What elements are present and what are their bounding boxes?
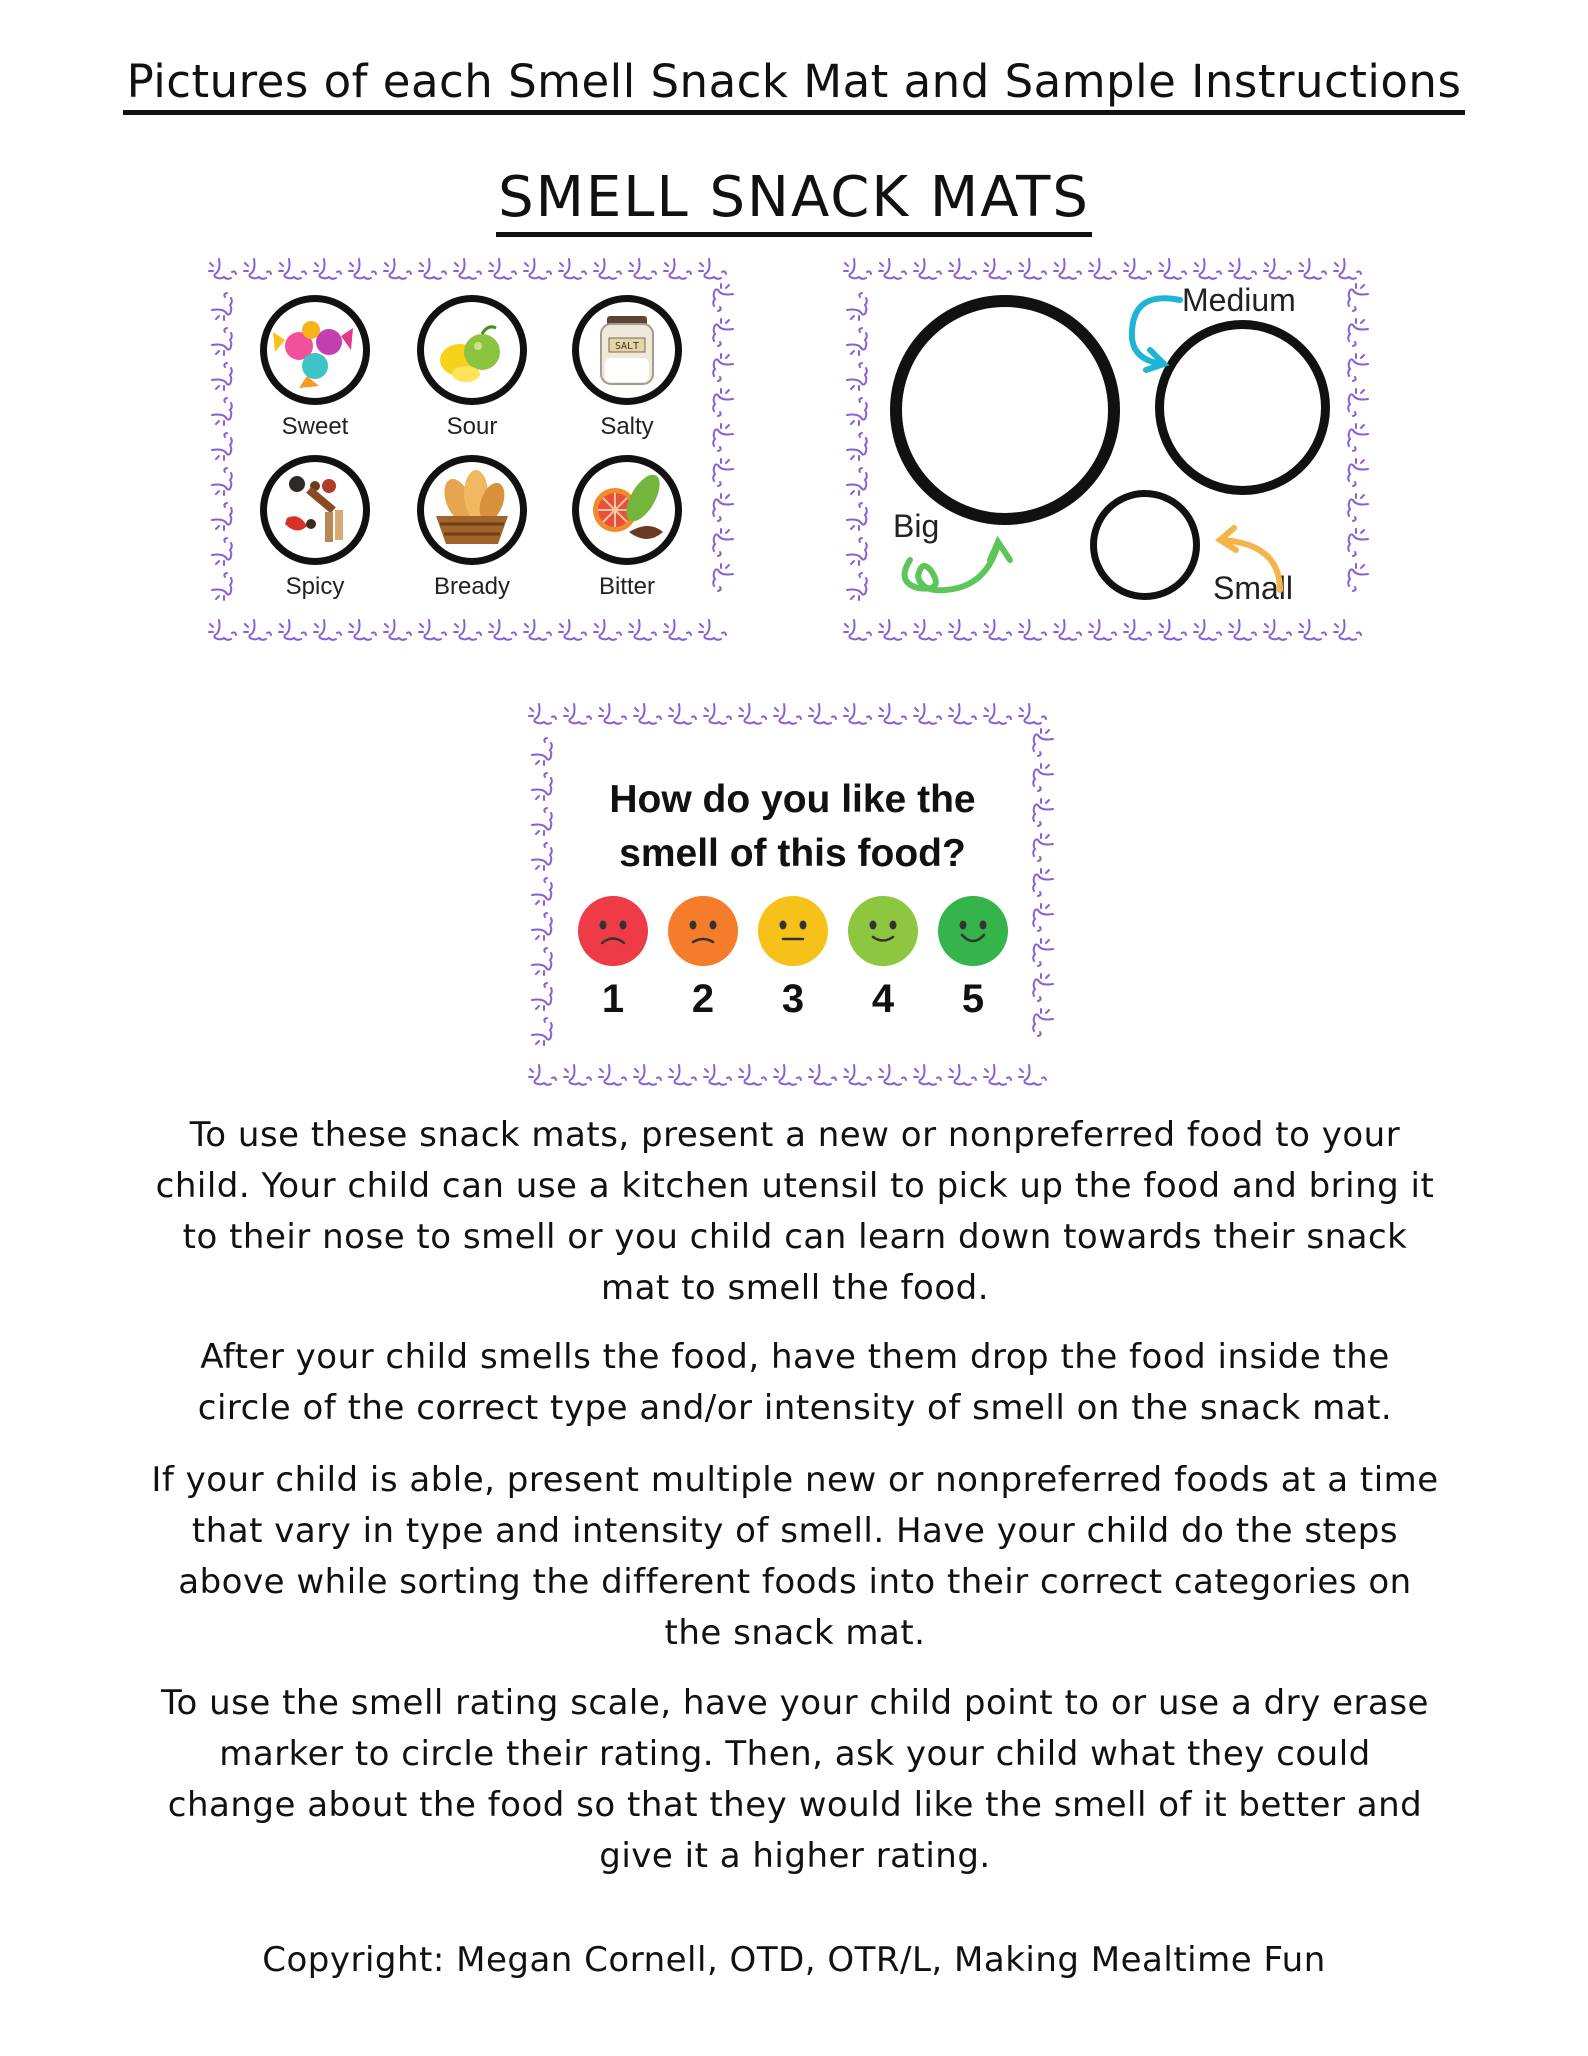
bready-label: Bready [433, 573, 511, 600]
nose-icon [212, 293, 232, 320]
nose-icon [713, 459, 733, 486]
instructions-paragraph-2: After your child smells the food, have them drop the food inside the circle of the correct type and/or intensity of smell on the snack mat. [197, 1337, 1393, 1428]
nose-icon [844, 1065, 871, 1085]
nose-icon [244, 620, 271, 640]
nose-icon [713, 319, 733, 346]
nose-icon [713, 389, 733, 416]
sweet-circle [260, 295, 370, 405]
nose-icon [209, 259, 236, 279]
big-arrow-icon [905, 544, 998, 590]
nose-icon [279, 259, 306, 279]
nose-icon [212, 468, 232, 495]
nose-icon [699, 620, 726, 640]
nose-icon [532, 983, 552, 1010]
nose-icon [532, 878, 552, 905]
rating-number-3: 3 [781, 977, 805, 1021]
nose-icon [599, 1065, 626, 1085]
svg-text:SALT: SALT [614, 341, 640, 352]
nose-icon [532, 913, 552, 940]
spices-icon [267, 462, 363, 558]
nose-icon [529, 704, 556, 724]
rating-number-1: 1 [601, 977, 625, 1021]
spicy-circle [260, 455, 370, 565]
nose-icon [349, 620, 376, 640]
nose-icon [1033, 1009, 1053, 1036]
nose-icon [532, 738, 552, 765]
nose-icon [212, 363, 232, 390]
nose-icon [279, 620, 306, 640]
nose-icon [879, 704, 906, 724]
nose-icon [489, 259, 516, 279]
salty-label: Salty [600, 413, 654, 440]
nose-icon [713, 529, 733, 556]
nose-icon [454, 259, 481, 279]
nose-icon [212, 398, 232, 425]
big-arrow-head-icon [990, 542, 1010, 560]
nose-icon [704, 704, 731, 724]
nose-icon [713, 354, 733, 381]
nose-icon [634, 704, 661, 724]
nose-icon [384, 620, 411, 640]
nose-icon [634, 1065, 661, 1085]
rating-question [525, 773, 1060, 881]
section-title [0, 165, 1588, 230]
nose-icon [809, 704, 836, 724]
nose-icon [564, 1065, 591, 1085]
nose-icon [594, 620, 621, 640]
medium-label: Medium [1182, 282, 1296, 318]
nose-icon [1033, 939, 1053, 966]
nose-icon [844, 704, 871, 724]
nose-icon [629, 620, 656, 640]
rating-question-line1: How do you like the [609, 778, 976, 821]
nose-icon [669, 704, 696, 724]
salt-jar-icon [579, 302, 675, 398]
nose-icon [984, 704, 1011, 724]
nose-icon [739, 704, 766, 724]
lemon-lime-icon [424, 302, 520, 398]
nose-icon [774, 704, 801, 724]
nose-icon [739, 1065, 766, 1085]
salty-circle [572, 295, 682, 405]
face-frown-icon[interactable] [667, 895, 739, 967]
nose-icon [713, 564, 733, 591]
nose-icon [699, 259, 726, 279]
page-title [0, 55, 1588, 108]
intensity-snack-mat [840, 250, 1375, 645]
nose-icon [524, 620, 551, 640]
instructions-paragraph-4: To use the smell rating scale, have your child point to or use a dry erase marker to circle their rating. Then, ask your child what they could change about the food so that they would like the smell of it better and give it a higher rating. [161, 1683, 1429, 1876]
nose-icon [212, 538, 232, 565]
nose-icon [212, 573, 232, 600]
rating-number-4: 4 [871, 977, 895, 1021]
grapefruit-bitter-melon-icon [579, 462, 675, 558]
rating-number-2: 2 [691, 977, 715, 1021]
nose-icon [664, 259, 691, 279]
nose-icon [212, 503, 232, 530]
sour-circle [417, 295, 527, 405]
rating-snack-mat [525, 695, 1060, 1090]
nose-icon [1033, 974, 1053, 1001]
nose-pattern-border [525, 695, 1060, 1090]
nose-icon [949, 704, 976, 724]
nose-icon [1019, 1065, 1046, 1085]
rating-question-line2: smell of this food? [619, 832, 966, 875]
nose-icon [559, 620, 586, 640]
nose-icon [713, 284, 733, 311]
nose-icon [774, 1065, 801, 1085]
spicy-label: Spicy [285, 573, 345, 600]
nose-icon [454, 620, 481, 640]
instructions-paragraph-3: If your child is able, present multiple new or nonpreferred foods at a time that vary in type and intensity of smell. Have your child do the steps above while sorting the different foods into their correct categories on the snack mat. [151, 1460, 1439, 1653]
nose-icon [564, 704, 591, 724]
face-neutral-icon[interactable] [757, 895, 829, 967]
nose-icon [1033, 904, 1053, 931]
page-title-text: Pictures of each Smell Snack Mat and Sample Instructions [123, 55, 1466, 115]
nose-icon [212, 433, 232, 460]
type-snack-mat [205, 250, 740, 645]
nose-icon [669, 1065, 696, 1085]
nose-icon [314, 259, 341, 279]
sour-label: Sour [446, 413, 498, 440]
face-sad-icon[interactable] [577, 895, 649, 967]
nose-icon [914, 704, 941, 724]
nose-icon [209, 620, 236, 640]
face-happy-icon[interactable] [937, 895, 1009, 967]
nose-icon [713, 494, 733, 521]
nose-icon [629, 259, 656, 279]
bitter-label: Bitter [598, 573, 655, 600]
arrows-layer [840, 250, 1375, 645]
face-smile-icon[interactable] [847, 895, 919, 967]
nose-icon [532, 948, 552, 975]
nose-icon [1019, 704, 1046, 724]
nose-icon [419, 620, 446, 640]
nose-icon [594, 259, 621, 279]
nose-icon [314, 620, 341, 640]
copyright-footer: Copyright: Megan Cornell, OTD, OTR/L, Making Mealtime Fun [262, 1940, 1326, 1980]
big-label: Big [893, 508, 940, 544]
nose-icon [704, 1065, 731, 1085]
nose-icon [949, 1065, 976, 1085]
nose-icon [524, 259, 551, 279]
small-label: Small [1213, 570, 1294, 606]
nose-icon [1033, 729, 1053, 756]
nose-icon [489, 620, 516, 640]
nose-icon [244, 259, 271, 279]
candy-icon [267, 302, 363, 398]
nose-icon [529, 1065, 556, 1085]
sweet-label: Sweet [281, 413, 349, 440]
nose-icon [599, 704, 626, 724]
nose-icon [984, 1065, 1011, 1085]
nose-icon [212, 328, 232, 355]
nose-icon [914, 1065, 941, 1085]
rating-number-5: 5 [961, 977, 985, 1021]
nose-icon [809, 1065, 836, 1085]
nose-icon [879, 1065, 906, 1085]
instructions-paragraph-1: To use these snack mats, present a new or nonpreferred food to your child. Your child can use a kitchen utensil to pick up the food and bring it to their nose to smell or you child can learn down towards their snack mat to smell the food. [155, 1115, 1435, 1308]
nose-icon [419, 259, 446, 279]
bready-circle [417, 455, 527, 565]
bitter-circle [572, 455, 682, 565]
nose-icon [532, 1018, 552, 1045]
bread-basket-icon [424, 462, 520, 558]
section-title-text: SMELL SNACK MATS [496, 165, 1092, 237]
nose-icon [349, 259, 376, 279]
nose-icon [664, 620, 691, 640]
nose-icon [713, 424, 733, 451]
nose-icon [559, 259, 586, 279]
nose-icon [384, 259, 411, 279]
